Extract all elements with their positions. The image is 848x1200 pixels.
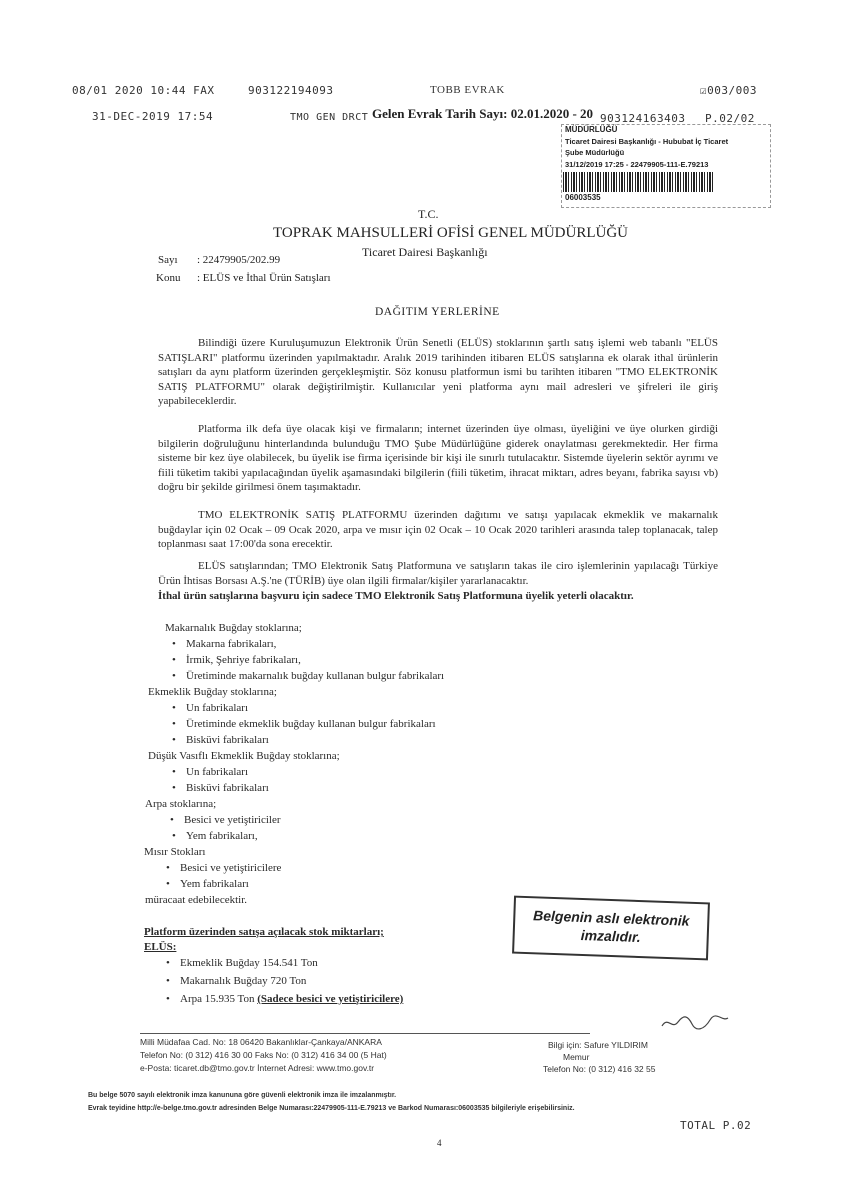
fax-sender: TOBB EVRAK xyxy=(430,84,505,96)
list-item: • İrmik, Şehriye fabrikaları, xyxy=(172,654,301,666)
organization-name: TOPRAK MAHSULLERİ OFİSİ GENEL MÜDÜRLÜĞÜ xyxy=(273,225,629,241)
konu-label: Konu xyxy=(156,272,181,284)
paragraph-5: İthal ürün satışlarına başvuru için sadece TMO Elektronik Satış Platformuna üyelik yeterli olacaktır. xyxy=(158,590,634,602)
fax2-number: 903124163403 xyxy=(600,112,686,125)
arpa-note: (Sadece besici ve yetiştiricilere) xyxy=(257,993,404,1005)
group-title: Arpa stoklarına; xyxy=(145,798,217,810)
group-title: Düşük Vasıflı Ekmeklik Buğday stoklarına; xyxy=(148,750,340,762)
signature-mark xyxy=(660,1012,730,1034)
total-pages: TOTAL P.02 xyxy=(680,1119,752,1132)
list-item: • Un fabrikaları xyxy=(172,766,248,778)
group-title: Makarnalık Buğday stoklarına; xyxy=(165,622,302,634)
info-contact: Bilgi için: Safure YILDIRIM xyxy=(548,1040,648,1050)
e-signature-stamp: Belgenin aslı elektronik imzalıdır. xyxy=(512,896,710,961)
paragraph-2: Platforma ilk defa üye olacak kişi ve firmaların; internet üzerinden üye olması, üyeliğini ve üye olurken girdiği bilgilerin doğruluğunu hinterlandında bulunduğu TMO Şube Müdürlüğüne giderek onaylatması gerekmektedir. Her firma sisteme bir kez üye olabilecek, bu üyelik ise firma içerisinde bir kişi ile sınırlı tutulacaktır. Sistemde üyelerin sektör ayrımı ve fiili tüketim takibi yapılacağından üyelik aşamasındaki bilgilerin (fiili tüketim, ihracat miktarı, adres beyanı, fabrika sayısı vb) doğru bir şekilde girilmesi önem taşımaktadır. xyxy=(158,423,718,493)
fax-datetime: 08/01 2020 10:44 FAX xyxy=(72,84,215,97)
list-item: • Üretiminde ekmeklik buğday kullanan bulgur fabrikaları xyxy=(172,718,436,730)
fax2-page: P.02/02 xyxy=(705,112,755,125)
list-item: • Ekmeklik Buğday 154.541 Ton xyxy=(166,957,318,969)
footer-divider xyxy=(140,1033,590,1034)
paragraph-3: TMO ELEKTRONİK SATIŞ PLATFORMU üzerinden dağıtımı ve satışı yapılacak ekmeklik ve makarnalık buğdaylar için 02 Ocak – 09 Ocak 2020, arpa ve mısır için 02 Ocak – 10 Ocak 2020 tarihleri arasında talep toplanacak, talep toplanması saat 17:00'da sona erecektir. xyxy=(158,509,718,550)
list-item: • Besici ve yetiştiricilere xyxy=(166,862,282,874)
info-title: Memur xyxy=(563,1052,590,1062)
legal-notice-1: Bu belge 5070 sayılı elektronik imza kanununa göre güvenli elektronik imza ile imzalanmıştır. xyxy=(88,1092,397,1099)
list-item: • Makarnalık Buğday 720 Ton xyxy=(166,975,307,987)
department-name: Ticaret Dairesi Başkanlığı xyxy=(362,245,488,259)
konu-value: : ELÜS ve İthal Ürün Satışları xyxy=(197,272,331,284)
stock-subheading: ELÜS: xyxy=(144,941,177,953)
fax2-datetime: 31-DEC-2019 17:54 xyxy=(92,110,214,123)
fax-page: ☑003/003 xyxy=(700,84,757,97)
barcode xyxy=(563,172,713,192)
paragraph-1: Bilindiği üzere Kuruluşumuzun Elektronik Ürün Senetli (ELÜS) stoklarının şartlı satış işlemi web tabanlı "ELÜS SATIŞLARI" platformu üzerinden yapılmaktadır. Aralık 2019 tarihinden itibaren ELÜS satışlarına ek olarak ithal ürünlerin satışları da aynı platform üzerinden gerçekleşmiştir. Söz konusu platformun ismi bu tarihten itibaren "TMO ELEKTRONİK SATIŞ PLATFORMU" olarak değiştirilmiştir. Kullanıcılar yeni platforma aynı mail adresleri ve şifreleri ile giriş yapabileceklerdir. xyxy=(158,337,718,407)
group-title: Ekmeklik Buğday stoklarına; xyxy=(148,686,277,698)
footer-address: Milli Müdafaa Cad. No: 18 06420 Bakanlıklar-Çankaya/ANKARA xyxy=(140,1037,382,1047)
info-phone: Telefon No: (0 312) 416 32 55 xyxy=(543,1064,656,1074)
list-item: • Arpa 15.935 Ton (Sadece besici ve yetiştiricilere) xyxy=(166,993,404,1005)
stock-heading: Platform üzerinden satışa açılacak stok miktarları; xyxy=(144,926,384,938)
stamp-line3: Şube Müdürlüğü xyxy=(565,148,625,157)
footer-email: e-Posta: ticaret.db@tmo.gov.tr İnternet Adresi: www.tmo.gov.tr xyxy=(140,1063,375,1073)
legal-notice-2: Evrak teyidine http://e-belge.tmo.gov.tr adresinden Belge Numarası:22479905-111-E.79213 ve Barkod Numarası:06003535 bilgileriyle erişebilirsiniz. xyxy=(88,1105,575,1112)
stamp-line4: 31/12/2019 17:25 - 22479905-111-E.79213 xyxy=(565,160,709,169)
incoming-record: Gelen Evrak Tarih Sayı: 02.01.2020 - 20 xyxy=(372,106,594,121)
list-item: • Yem fabrikaları, xyxy=(172,830,258,842)
fax2-sender: TMO GEN DRCT xyxy=(290,112,369,123)
fax-number: 903122194093 xyxy=(248,84,334,97)
list-item: • Besici ve yetiştiriciler xyxy=(170,814,281,826)
list-item: • Üretiminde makarnalık buğday kullanan bulgur fabrikaları xyxy=(172,670,445,682)
footer-phone: Telefon No: (0 312) 416 30 00 Faks No: (0 312) 416 34 00 (5 Hat) xyxy=(140,1050,387,1060)
list-item: • Bisküvi fabrikaları xyxy=(172,782,269,794)
closing-text: müracaat edebilecektir. xyxy=(145,894,247,906)
stamp-line1: MÜDÜRLÜĞÜ xyxy=(565,125,618,134)
barcode-number: 06003535 xyxy=(565,193,601,202)
recipient: DAĞITIM YERLERİNE xyxy=(375,306,500,318)
list-item: • Yem fabrikaları xyxy=(166,878,249,890)
list-item: • Makarna fabrikaları, xyxy=(172,638,277,650)
list-item: • Un fabrikaları xyxy=(172,702,248,714)
page-number: 4 xyxy=(437,1138,442,1148)
stamp-line2: Ticaret Dairesi Başkanlığı - Hububat İç Ticaret xyxy=(565,137,729,146)
sayi-label: Sayı xyxy=(158,254,178,266)
list-item: • Bisküvi fabrikaları xyxy=(172,734,269,746)
paragraph-4: ELÜS satışlarından; TMO Elektronik Satış Platformuna ve satışların takas ile ciro işlemlerinin yapılacağı Türkiye Ürün İhtisas Borsası A.Ş.'ne (TÜRİB) üye olan ilgili firmalar/kişiler yararlanacaktır. xyxy=(158,560,718,587)
country-label: T.C. xyxy=(418,207,439,221)
group-title: Mısır Stokları xyxy=(144,846,206,858)
sayi-value: : 22479905/202.99 xyxy=(197,254,281,266)
